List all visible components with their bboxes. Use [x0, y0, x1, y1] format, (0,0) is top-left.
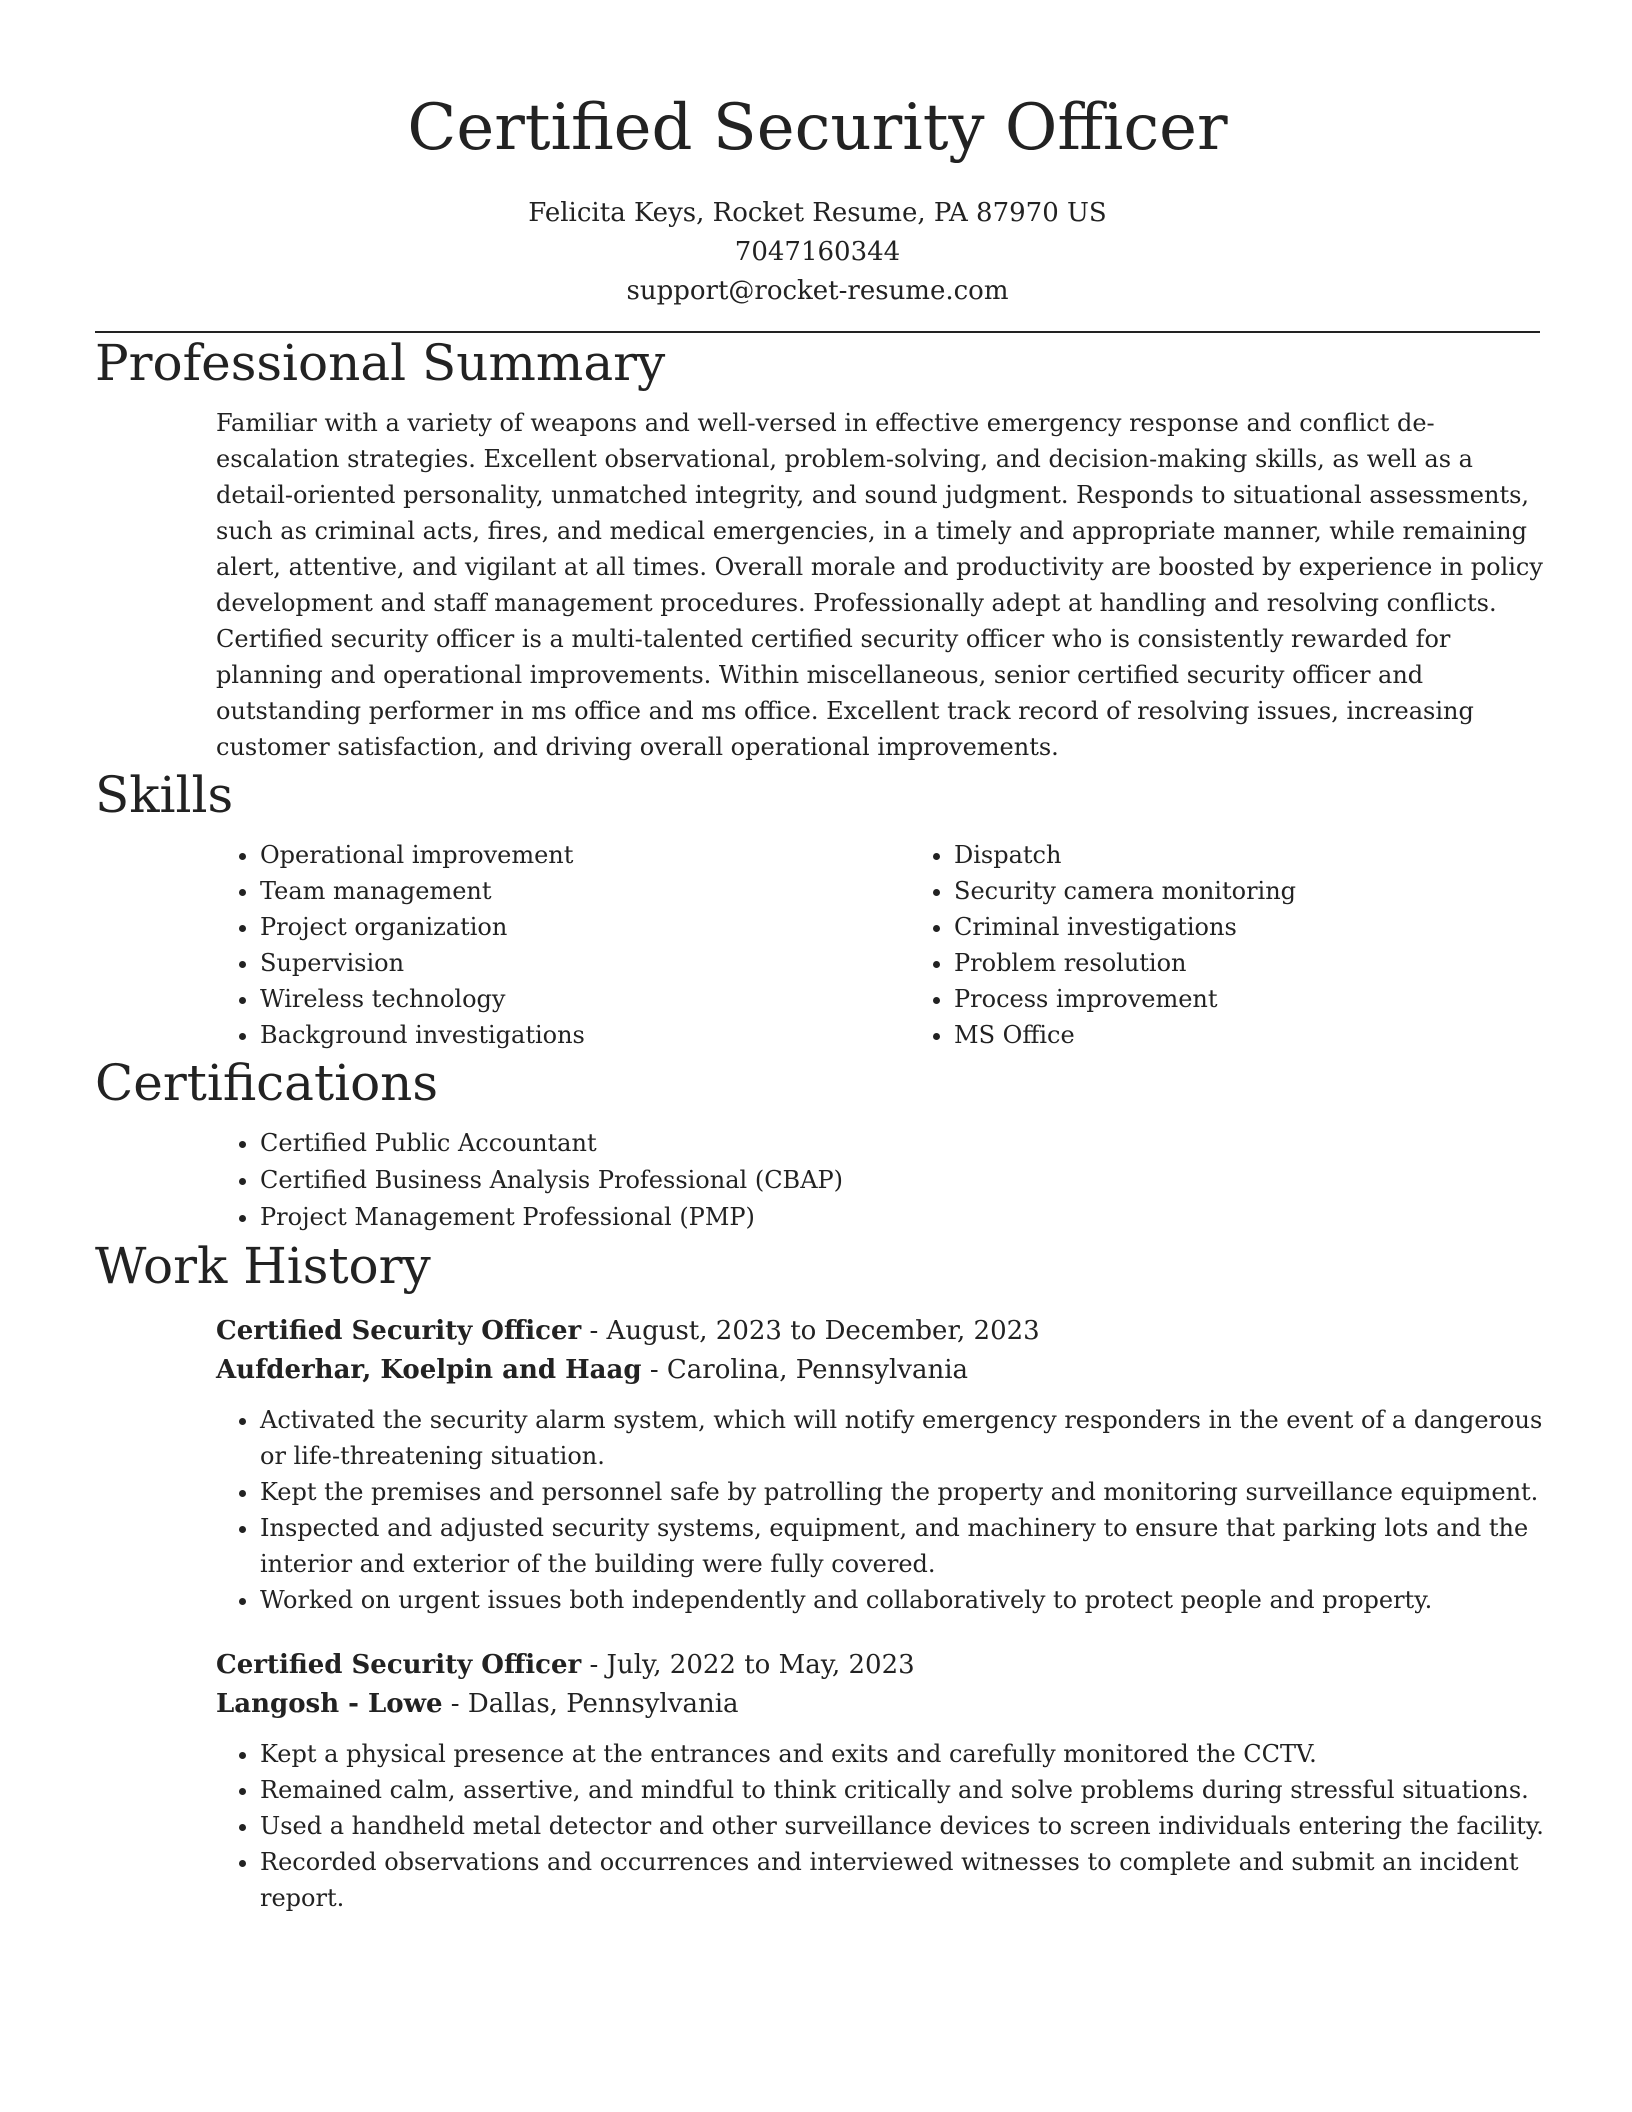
skill-item: • Team management	[260, 873, 910, 909]
job-dates: - July, 2022 to May, 2023	[581, 1650, 915, 1680]
summary-heading: Professional Summary	[95, 334, 666, 392]
certification-item: • Certified Public Accountant	[260, 1125, 1540, 1162]
resume-title: Certified Security Officer	[407, 91, 1228, 165]
skills-column-left	[216, 837, 910, 1053]
job-title-line	[216, 1646, 1540, 1685]
job-bullets	[216, 1736, 1546, 1916]
work-history-heading: Work History	[95, 1237, 431, 1295]
resume-header	[95, 0, 1540, 311]
job-company-line	[216, 1685, 1540, 1724]
job-bullet: • Remained calm, assertive, and mindful to think critically and solve problems during stressful situations.	[260, 1772, 1546, 1808]
job-bullet: • Worked on urgent issues both independently and collaboratively to protect people and property.	[260, 1582, 1546, 1618]
certifications-list	[216, 1125, 1540, 1236]
job-dates: - August, 2023 to December, 2023	[581, 1316, 1040, 1346]
job-bullets	[216, 1402, 1546, 1618]
resume-page	[95, 0, 1544, 1916]
job-title: Certified Security Officer	[216, 1316, 582, 1346]
job-location: - Carolina, Pennsylvania	[641, 1355, 969, 1385]
job-company-line	[216, 1351, 1540, 1390]
skills-column-right	[910, 837, 1584, 1053]
job-company: Aufderhar, Koelpin and Haag	[216, 1355, 642, 1385]
skill-item: • MS Office	[954, 1017, 1584, 1053]
job-bullet: • Kept the premises and personnel safe by patrolling the property and monitoring surveillance equipment.	[260, 1474, 1546, 1510]
job-entry	[216, 1312, 1543, 1618]
certifications-heading: Certifications	[95, 1054, 439, 1112]
contact-email: support@rocket-resume.com	[626, 276, 1009, 306]
skills-list	[216, 837, 1540, 1053]
skill-item: • Wireless technology	[260, 981, 910, 1017]
skill-item: • Criminal investigations	[954, 909, 1584, 945]
skill-item: • Problem resolution	[954, 945, 1584, 981]
contact-info	[95, 194, 1540, 311]
job-title-line	[216, 1312, 1540, 1351]
skill-item: • Operational improvement	[260, 837, 910, 873]
skills-heading: Skills	[95, 766, 234, 824]
contact-phone: 7047160344	[734, 237, 901, 267]
job-bullet: • Recorded observations and occurrences and interviewed witnesses to complete and submit an incident report.	[260, 1844, 1546, 1916]
certification-item: • Project Management Professional (PMP)	[260, 1199, 1540, 1236]
job-bullet: • Activated the security alarm system, which will notify emergency responders in the event of a dangerous or life-threatening situation.	[260, 1402, 1546, 1474]
job-company: Langosh - Lowe	[216, 1689, 443, 1719]
job-bullet: • Kept a physical presence at the entrances and exits and carefully monitored the CCTV.	[260, 1736, 1546, 1772]
contact-address: Felicita Keys, Rocket Resume, PA 87970 US	[528, 198, 1107, 228]
job-bullet: • Used a handheld metal detector and other surveillance devices to screen individuals entering the facility.	[260, 1808, 1546, 1844]
skill-item: • Process improvement	[954, 981, 1584, 1017]
job-entry	[216, 1646, 1544, 1916]
certification-item: • Certified Business Analysis Professional (CBAP)	[260, 1162, 1540, 1199]
skill-item: • Project organization	[260, 909, 910, 945]
summary-text: Familiar with a variety of weapons and well-versed in effective emergency response and conflict de-escalation strategies. Excellent observational, problem-solving, and decision-making skills, as well as a detail-oriented personality, unmatched integrity, and sound judgment. Responds to situational assessments, such as criminal acts, fires, and medical emergencies, in a timely and appropriate manner, while remaining alert, attentive, and vigilant at all times. Overall morale and productivity are boosted by experience in policy development and staff management procedures. Professionally adept at handling and resolving conflicts. Certified security officer is a multi-talented certified security officer who is consistently rewarded for planning and operational improvements. Within miscellaneous, senior certified security officer and outstanding performer in ms office and ms office. Excellent track record of resolving issues, increasing customer satisfaction, and driving overall operational improvements.	[216, 409, 1543, 761]
skill-item: • Background investigations	[260, 1017, 910, 1053]
job-location: - Dallas, Pennsylvania	[442, 1689, 739, 1719]
skill-item: • Supervision	[260, 945, 910, 981]
job-title: Certified Security Officer	[216, 1650, 582, 1680]
skill-item: • Security camera monitoring	[954, 873, 1584, 909]
skill-item: • Dispatch	[954, 837, 1584, 873]
job-bullet: • Inspected and adjusted security systems, equipment, and machinery to ensure that parking lots and the interior and exterior of the building were fully covered.	[260, 1510, 1546, 1582]
